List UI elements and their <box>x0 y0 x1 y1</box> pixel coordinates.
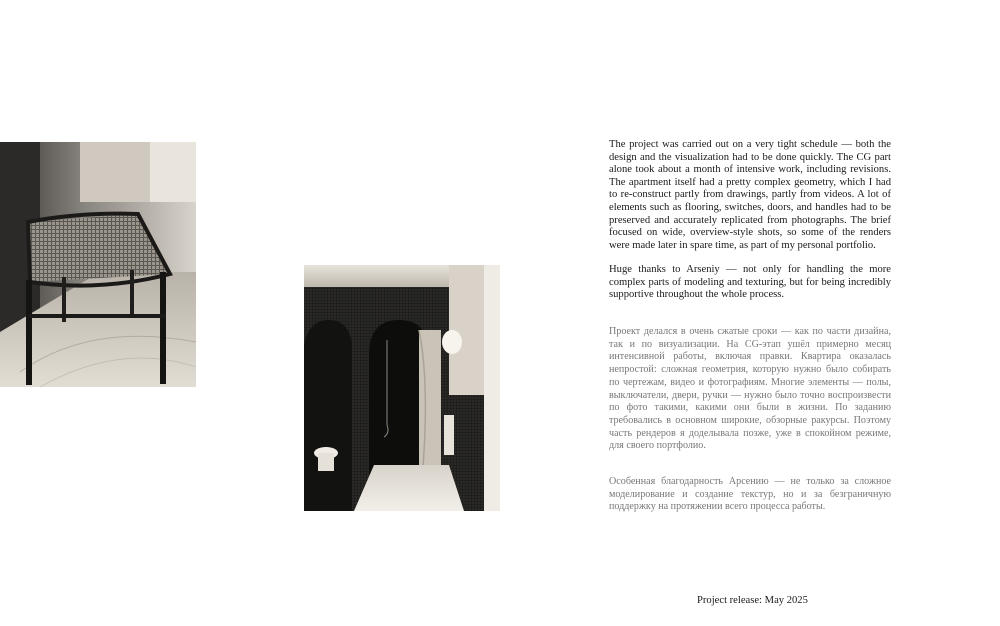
english-paragraph-2-text: Huge thanks to Arseniy — not only for handling the more complex parts of modeling and texturing, but for being incredibly supportive throughout the whole process. <box>609 264 891 301</box>
bathroom-photo <box>304 265 500 511</box>
russian-paragraph-1-text: Проект делался в очень сжатые сроки — как по части дизайна, так и по визуализации. На CG-этап ушёл примерно месяц интенсивной работы, включая правки. Квартира оказалась непростой: сложная геометрия, которую нужно было собирать по чертежам, видео и фотографиям. Многие элементы — полы, выключатели, двери, ручки — нужно было точно воспроизвести по фото такими, какими они были в жизни. По заданию требовались в основном широкие, обзорные ракурсы. Поэтому часть рендеров я доделывала позже, уже в спокойном режиме, для своего портфолио. <box>609 326 891 452</box>
project-release-date: Project release: May 2025 <box>697 595 808 606</box>
english-paragraph-1 <box>609 139 891 252</box>
russian-paragraph-2 <box>609 476 891 514</box>
english-paragraph-1-text: The project was carried out on a very tight schedule — both the design and the visualization had to be done quickly. The CG part alone took about a month of intensive work, including revisions. The apartment itself had a pretty complex geometry, which I had to re-construct partly from drawings, partly from videos. A lot of elements such as flooring, switches, doors, and handles had to be preserved and accurately replicated from photographs. The brief focused on wide, overview-style shots, so some of the renders were made later in spare time, as part of my personal portfolio. <box>609 139 891 251</box>
russian-paragraph-1 <box>609 326 891 453</box>
bench-photo <box>0 142 196 387</box>
bathroom-photo-icon <box>304 265 500 511</box>
bench-photo-icon <box>0 142 196 387</box>
russian-paragraph-2-text: Особенная благодарность Арсению — не только за сложное моделирование и создание текстур, но и за безграничную поддержку на протяжении всего процесса работы. <box>609 476 891 513</box>
english-paragraph-2 <box>609 264 891 302</box>
